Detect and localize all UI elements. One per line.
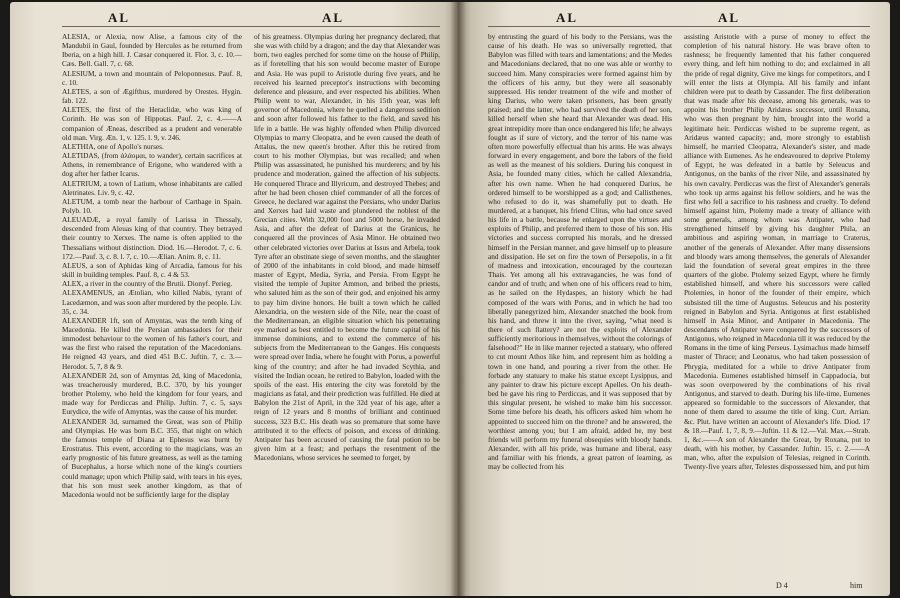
entry-paragraph: ALEXAMENUS, an Ætolian, who killed Nabis, tyrant of Lacedæmon, and was soon after murdered by the people. Liv. 35, c. 34. xyxy=(62,288,242,316)
left-page-column-1 xyxy=(62,32,242,584)
left-page-column-2 xyxy=(254,32,440,584)
entry-paragraph: ALEUS, a son of Aphidas king of Arcadia, famous for his skill in building temples. Pauf. 8, c. 4 & 53. xyxy=(62,260,242,280)
right-header-rule xyxy=(488,26,870,27)
entry-paragraph: ALETUM, a tomb near the harbour of Carthage in Spain. Polyb. 10. xyxy=(62,196,242,215)
right-page-header-left: AL xyxy=(556,10,579,25)
book-spread xyxy=(10,2,890,596)
entry-paragraph: ALEXANDER 3d, surnamed the Great, was son of Philip and Olympias. He was born B.C. 355, that night on which the famous temple of Diana at Ephesus was burnt by Erostratus. This event, according to the magicians, was an early prognostic of his future greatness, as well as the taming of Bucephalus, a horse which none of the king's courtiers could manage; upon which Philip said, with tears in his eyes, that his son must seek another kingdom, as that of Macedonia would not be sufficiently large for the display xyxy=(62,416,242,499)
entry-paragraph: ALETES, the first of the Heraclidæ, who was king of Corinth. He was son of Hippotas. Pauf. 2, c. 4.——A companion of Æneas, described as a prudent and venerable old man. Virg. Æn. 1, v. 125. l. 9, v. 246. xyxy=(62,105,242,142)
entry-paragraph: ALETRIUM, a town of Latium, whose inhabitants are called Aletrinates. Liv. 9, c. 42. xyxy=(62,178,242,197)
entry-paragraph: assisting Aristotle with a purse of money to effect the completion of his natural history. He was brave often to rashness; he frequently lamented that his father conquered every thing, and left him nothing to do; and exclaimed in all the pride of regal dignity, Give me kings for competitors, and I will enter the lists at Olympia. All his family and infant children were put to death by Cassander. The first deliberation that was made after his decease, among his generals, was to appoint his brother Philip Aridæus successor, until Roxana, who was then pregnant by him, brought into the world a legitimate heir. Perdiccas wished to be supreme regent, as Aridæus wanted capacity; and, more strongly to establish himself, he married Cleopatra, Alexander's sister, and made alliance with Eumenes. As he endeavoured to deprive Ptolemy of Egypt, he was defeated in a battle by Seleucus and Antigonus, on the banks of the river Nile, and assassinated by his own cavalry. Perdiccas was the first of Alexander's generals who took up arms against his fellow soldiers, and he was the first who fell a sacrifice to his rashness and cruelty. To defend himself against him, Ptolemy made a treaty of alliance with some generals, among whom was Antipater, who had strengthened himself by giving his daughter Phila, an ambitious and aspiring woman, in marriage to Craterus, another of the generals of Alexander. After many dissensions and bloody wars among themselves, the generals of Alexander laid the foundation of several great empires in the three quarters of the globe. Ptolemy seized Egypt, where he firmly established himself, and where his successors were called Ptolemies, in honor of the founder of their empire, which subsisted till the time of Augustus. Seleucus and his posterity reigned in Babylon and Syria. Antigonus at first established himself in Asia Minor, and Antipater in Macedonia. The descendants of Antipater were conquered by the successors of Antigonus, who reigned in Macedonia till it was reduced by the Romans in the time of king Perseus. Lysimachus made himself master of Thrace; and Leonatus, who had taken possession of Phrygia, meditated for a while to drive Antipater from Macedonia. Eumenes established himself in Cappadocia, but was soon overpowered by the combinations of his rival Antigonus, and starved to death. During his life-time, Eumenes appeared so formidable to the successors of Alexander, that none of them dared to assume the title of king. Curt. Arrian. &c. Plut. have written an account of Alexander's life. Diod. 17 & 18.—Pauf. 1, 7, 8, 9.—Juftin. 11 & 12.—Val. Max.—Strab. 1, &c.——A son of Alexander the Great, by Roxana, put to death, with his mother, by Cassander. Juftin. 15, c. 2.——A man, who, after the expulsion of Telesias, reigned in Corinth. Twenty-five years after, Telestes dispossessed him, and put him xyxy=(684,32,870,472)
right-page-column-1 xyxy=(488,32,672,584)
left-header-rule xyxy=(62,26,440,27)
entry-paragraph: ALESIUM, a town and mountain of Peloponnesus. Pauf. 8, c. 10. xyxy=(62,68,242,87)
entry-paragraph: ALEXANDER 1ft, son of Amyntas, was the tenth king of Macedonia. He killed the Persian ambassadors for their immodest behaviour to the women of his father's court, and was the first who raised the reputation of the Macedonians. He reigned 43 years, and died 451 B.C. Juftin. 7, c. 3.—Herodot. 5, 7, 8 & 9. xyxy=(62,315,242,371)
left-page xyxy=(10,2,458,596)
catchword: him xyxy=(850,581,863,590)
entry-paragraph: ALEX, a river in the country of the Brutii. Dionyf. Perieg. xyxy=(62,279,233,289)
book-gutter xyxy=(450,2,466,596)
signature-mark: D 4 xyxy=(776,581,788,590)
entry-paragraph: ALETIDAS, (from ἀλάομαι, to wander), certain sacrifices at Athens, in remembrance of Erigone, who wandered with a dog after her father Icarus. xyxy=(62,151,242,179)
entry-paragraph: ALEUADÆ, a royal family of Larissa in Thessaly, descended from Aleuas king of that country. They betrayed their country to Xerxes. The name is often applied to the Thessalians without distinction. Diod. 16.—Herodot. 7, c. 6. 172.—Pauf. 3, c. 8. l. 7, c. 10.—Ælian. Anim. 8, c. 11. xyxy=(62,215,242,261)
left-page-header-right: AL xyxy=(322,10,345,25)
right-page xyxy=(458,2,890,596)
entry-paragraph: of his greatness. Olympias during her pregnancy declared, that she was with child by a dragon; and the day that Alexander was born, two eagles perched for some time on the house of Philip, as if foretelling that his son would become master of Europe and Asia. He was pupil to Aristotle during five years, and he received his learned preceptor's instructions with becoming deference and pleasure, and ever respected his abilities. When Philip went to war, Alexander, in his 15th year, was left governor of Macedonia, where he quelled a dangerous sedition and soon after followed his father to the field, and saved his life in a battle. He was highly offended when Philip divorced Olympias to marry Cleopatra, and he even caused the death of Attalus, the new queen's brother. After this he retired from court to his mother Olympias, but was recalled; and when Philip was assassinated, he punished his murderers; and by his prudence and moderation, gained the affection of his subjects. He conquered Thrace and Illyricum, and destroyed Thebes; and after he had been chosen chief commander of all the forces of Greece, he declared war against the Persians, who under Darius and Xerxes had laid waste and plundered the noblest of the Grecian cities. With 32,000 foot and 5000 horse, he invaded Asia, and after the defeat of Darius at the Granicus, he conquered all the provinces of Asia Minor. He obtained two other celebrated victories over Darius at Issus and Arbela, took Tyre after an obstinate siege of seven months, and the slaughter of 2000 of the inhabitants in cold blood, and made himself master of Egypt, Media, Syria, and Persia. From Egypt he visited the temple of Jupiter Ammon, and bribed the priests, who saluted him as the son of their god, and enjoined his army to pay him divine honors. He built a town which he called Alexandria, on the western side of the Nile, near the coast of the Mediterranean, an eligible situation which his penetrating eye marked as best entitled to become the future capital of his immense dominions, and to extend the commerce of his subjects from the Mediterranean to the Ganges. His conquests were spread over India, where he fought with Porus, a powerful king of the country; and after he had invaded Scythia, and visited the Indian ocean, he retired to Babylon, loaded with the spoils of the east. His entering the city was foretold by the magicians as fatal, and their prediction was fulfilled. He died at Babylon the 21st of April, in the 32d year of his age, after a reign of 12 years and 8 months of brilliant and continued success, 323 B.C. His death was so premature that some have attributed it to the effects of poison, and excess of drinking. Antipater has been accused of causing the fatal potion to be given him at a feast; and perhaps the resentment of the Macedonians, whose services he seemed to forget, by xyxy=(254,32,440,463)
right-page-header-right: AL xyxy=(718,10,741,25)
entry-paragraph: ALETHIA, one of Apollo's nurses. xyxy=(62,141,164,151)
left-page-header-left: AL xyxy=(108,10,131,25)
entry-paragraph: ALEXANDER 2d, son of Amyntas 2d, king of Macedonia, was treacherously murdered, B.C. 370, by his younger brother Ptolemy, who held the kingdom for four years, and made way for Perdiccas and Philip. Juftin. 7, c. 5, says Eurydice, the wife of Amyntas, was the cause of his murder. xyxy=(62,370,242,417)
entry-paragraph: ALESIA, or Alexia, now Alise, a famous city of the Mandubii in Gaul, founded by Hercules as he returned from Iberia, on a high hill. J. Cæsar conquered it. Flor. 3, c. 10.—Cæs. Bell. Gall. 7, c. 68. xyxy=(62,32,242,69)
right-page-column-2 xyxy=(684,32,870,584)
entry-paragraph: by entrusting the guard of his body to the Persians, was the cause of his death. He was so universally regretted, that Babylon was filled with tears and lamentations; and the Medes and Macedonians declared, that no one was able or worthy to succeed him. Many conspiracies were formed against him by the officers of his army, but they were all seasonably suppressed. His tender treatment of the wife and mother of king Darius, who were taken prisoners, has been greatly praised; and the latter, who had survived the death of her son, killed herself when she heard that Alexander was dead. His great intrepidity more than once endangered his life; he always fought as if sure of victory, and the terror of his name was often more powerfully effectual than his arms. He was always forward in every engagement, and bore the labors of the field as well as the meanest of his soldiers. During his conquest in Asia, he founded many cities, which he called Alexandria, after his own name. When he had conquered Darius, he ordered himself to be worshipped as a god; and Callisthenes, who refused to do it, was shamefully put to death. He murdered, at a banquet, his friend Clitus, who had once saved his life in a battle, because he enlarged upon the virtues and exploits of Philip, and preferred them to those of his son. His victories and success corrupted his morals, and he dressed himself in the Persian manner, and gave himself up to pleasure and dissipation. He set on fire the town of Persepolis, in a fit of madness and intoxication, encouraged by the courtezan Thais. Yet among all his extravagancies, he was fond of candor and of truth; and when one of his officers read to him, as he sailed on the Hydaspes, an history which he had composed of the wars with Porus, and in which he had too liberally panegyrized him, Alexander snatched the book from his hand, and threw it into the river, saying, "what need is there of such flattery? are not the exploits of Alexander sufficiently meritorious in themselves, without the colorings of falsehood?" He in like manner rejected a statuary, who offered to cut mount Athos like him, and represent him as holding a town in one hand, and pouring a river from the other. He forbade any statuary to make his statue except Lysippus, and any painter to draw his picture except Apelles. On his death-bed he gave his ring to Perdiccas, and it was supposed that by this singular present, he wished to make him his successor. Some time before his death, his officers asked him whom he appointed to succeed him on the throne? and he answered, the worthiest among you; but I am afraid, added he, my best friends will perform my funeral obsequies with bloody hands. Alexander, with all his pride, was humane and liberal, easy and familiar with his friends, a great patron of learning, as may be collected from his xyxy=(488,32,672,472)
entry-paragraph: ALETES, a son of Ægifthus, murdered by Orestes. Hygin. fab. 122. xyxy=(62,86,242,106)
